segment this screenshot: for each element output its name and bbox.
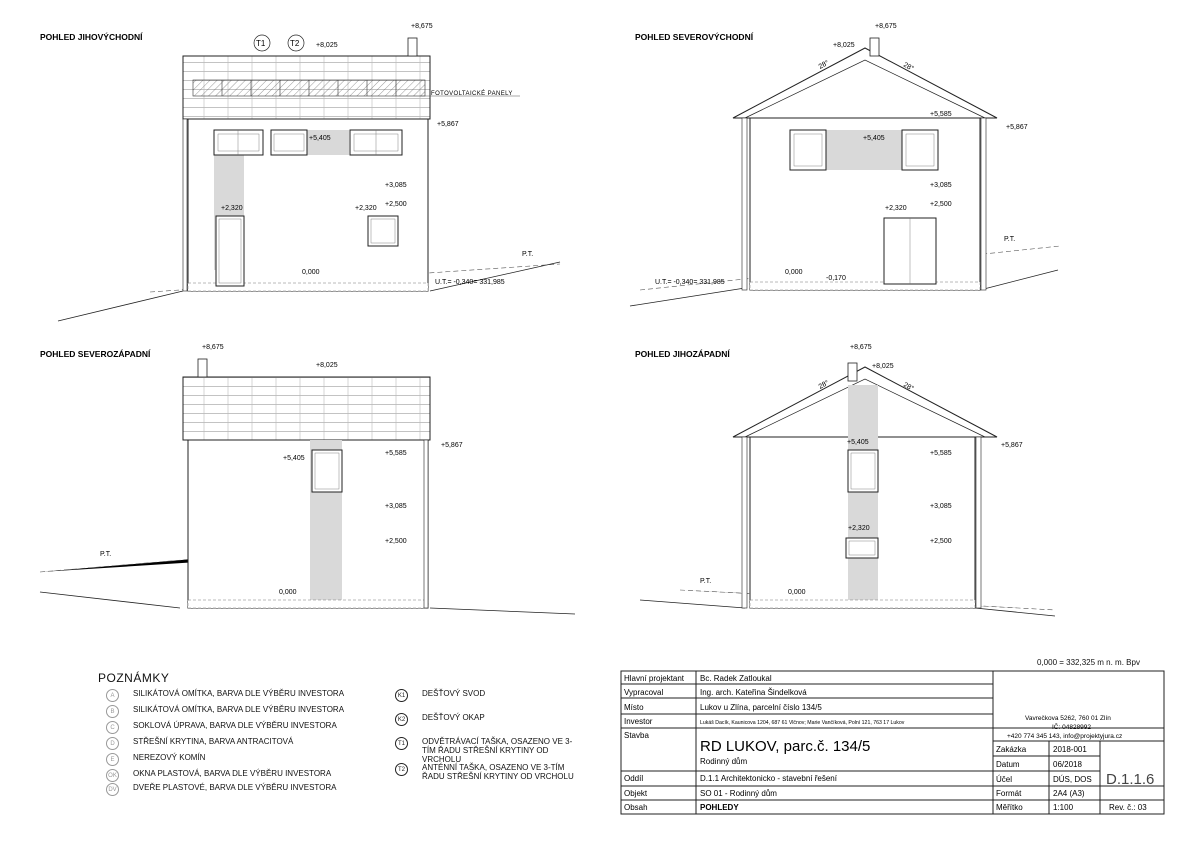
- note-e: [106, 753, 205, 766]
- note-text: ODVĚTRÁVACÍ TAŠKA, OSAZENO VE 3-TÍM ŘADU STŘEŠNÍ KRYTINY OD VRCHOLU: [422, 737, 573, 764]
- tb-rev: Rev. č.: 03: [1109, 803, 1147, 812]
- level-ridge-se: +8,675: [411, 23, 433, 30]
- chimney: [408, 38, 417, 56]
- level-eave-sw: +5,867: [1001, 442, 1023, 449]
- tb-ucel: DÚS, DOS: [1053, 775, 1092, 784]
- level-lintel-sw: +2,500: [930, 538, 952, 545]
- notes-heading: POZNÁMKY: [98, 671, 170, 685]
- note-symbol: DV: [106, 783, 119, 796]
- view-title-northwest: POHLED SEVEROZÁPADNÍ: [40, 349, 151, 359]
- note-text: SOKLOVÁ ÚPRAVA, BARVA DLE VÝBĚRU INVESTORA: [133, 721, 337, 730]
- level-roof-sw: +8,025: [872, 363, 894, 370]
- note-c: [106, 721, 337, 734]
- level-window-sill-se: +2,320: [355, 205, 377, 212]
- tb-stavba: RD LUKOV, parc.č. 134/5: [700, 738, 871, 755]
- level-zero-sw: 0,000: [788, 589, 806, 596]
- roof-angle-sw-left: 28°: [817, 379, 831, 391]
- level-lintel-nw: +2,500: [385, 538, 407, 545]
- note-ok: [106, 769, 331, 782]
- tb-label-stavba: Stavba: [624, 731, 649, 740]
- level-window-top-nw: +5,585: [385, 450, 407, 457]
- callout-t2: T2: [290, 39, 300, 48]
- note-symbol: B: [106, 705, 119, 718]
- note-text: DEŠŤOVÝ SVOD: [422, 689, 486, 698]
- note-symbol: K2: [395, 713, 408, 726]
- gable-roof: [733, 48, 997, 118]
- note-symbol: T2: [395, 763, 408, 776]
- tb-vypracoval: Ing. arch. Kateřina Šindelková: [700, 688, 807, 697]
- level-eave-se: +5,867: [437, 121, 459, 128]
- level-floor-nw: +3,085: [385, 503, 407, 510]
- tb-meritko: 1:100: [1053, 803, 1074, 812]
- note-symbol: K1: [395, 689, 408, 702]
- note-b: [106, 705, 344, 718]
- view-title-northeast: POHLED SEVEROVÝCHODNÍ: [635, 32, 754, 42]
- tb-oddil: D.1.1 Architektonicko - stavební řešení: [700, 774, 837, 783]
- level-ridge-ne: +8,675: [875, 23, 897, 30]
- level-window-top-ne: +5,585: [930, 111, 952, 118]
- tb-investor: Lukáš Dacík, Kaunicova 1204, 687 61 Vlčnov; Marie Vančíková, Polní 121, 763 17 Lukov: [700, 720, 905, 726]
- view-title-southwest: POHLED JIHOZÁPADNÍ: [635, 349, 730, 359]
- note-k2: [395, 713, 485, 726]
- level-lintel-se: +2,500: [385, 201, 407, 208]
- level-terrain-se: U.T.= -0,340= 331,985: [435, 279, 505, 286]
- level-eave-nw: +5,867: [441, 442, 463, 449]
- level-window-se: +5,405: [309, 135, 331, 142]
- level-floor-ne: +3,085: [930, 182, 952, 189]
- notes-legend: [98, 671, 598, 801]
- note-t1: [395, 737, 585, 764]
- tb-label-datum: Datum: [996, 760, 1020, 769]
- level-roof-se: +8,025: [316, 42, 338, 49]
- tb-label-oddil: Oddíl: [624, 774, 644, 783]
- roof-angle-ne-right: 28°: [902, 61, 915, 73]
- tb-label-investor: Investor: [624, 717, 653, 726]
- level-pt-ne: P.T.: [1004, 236, 1016, 243]
- level-window-top-sw: +5,585: [930, 450, 952, 457]
- view-title-southeast: POHLED JIHOVÝCHODNÍ: [40, 32, 143, 42]
- tb-label-format: Formát: [996, 789, 1022, 798]
- level-floor-se: +3,085: [385, 182, 407, 189]
- level-zero-nw: 0,000: [279, 589, 297, 596]
- level-pt-se: P.T.: [522, 251, 534, 258]
- note-text: NEREZOVÝ KOMÍN: [133, 753, 206, 762]
- level-zero-se: 0,000: [302, 269, 320, 276]
- tb-label-objekt: Objekt: [624, 789, 648, 798]
- datum-note: 0,000 = 332,325 m n. m. Bpv: [1037, 658, 1140, 667]
- tb-label-vypracoval: Vypracoval: [624, 688, 664, 697]
- note-text: DVEŘE PLASTOVÉ, BARVA DLE VÝBĚRU INVESTORA: [133, 783, 337, 792]
- level-pt-nw: P.T.: [100, 551, 112, 558]
- level-zero-ne: 0,000: [785, 269, 803, 276]
- tb-label-zakazka: Zakázka: [996, 745, 1027, 754]
- callout-t1: T1: [256, 39, 266, 48]
- tb-label-misto: Místo: [624, 703, 644, 712]
- note-symbol: OK: [106, 769, 119, 782]
- roof-angle-sw-right: 28°: [902, 381, 915, 393]
- level-lintel-ne: +2,500: [930, 201, 952, 208]
- level-pt-sw: P.T.: [700, 578, 712, 585]
- level-threshold-ne: -0,170: [826, 275, 846, 282]
- note-text: STŘEŠNÍ KRYTINA, BARVA ANTRACITOVÁ: [133, 737, 294, 746]
- level-door-se: +2,320: [221, 205, 243, 212]
- level-door-ne: +2,320: [885, 205, 907, 212]
- tb-format: 2A4 (A3): [1053, 789, 1085, 798]
- tb-zakazka: 2018-001: [1053, 745, 1087, 754]
- tb-projektant: Bc. Radek Zatloukal: [700, 674, 772, 683]
- tb-obsah: POHLEDY: [700, 803, 739, 812]
- level-floor-sw: +3,085: [930, 503, 952, 510]
- note-symbol: C: [106, 721, 119, 734]
- note-text: SILIKÁTOVÁ OMÍTKA, BARVA DLE VÝBĚRU INVESTORA: [133, 705, 345, 714]
- level-upper-nw: +5,405: [283, 455, 305, 462]
- note-t2: [395, 763, 585, 781]
- view-southeast: [40, 23, 560, 324]
- pv-label: FOTOVOLTAICKÉ PANELY: [431, 91, 513, 97]
- level-eave-ne: +5,867: [1006, 124, 1028, 131]
- view-northwest: [40, 344, 575, 614]
- note-d: [106, 737, 293, 750]
- level-upper-ne: +5,405: [863, 135, 885, 142]
- level-ridge-sw: +8,675: [850, 344, 872, 351]
- note-symbol: E: [106, 753, 119, 766]
- note-k1: [395, 689, 485, 702]
- note-a: [106, 689, 344, 702]
- level-upper-sw: +5,405: [847, 439, 869, 446]
- tb-label-obsah: Obsah: [624, 803, 648, 812]
- tb-company-address: Vavrečkova 5262, 760 01 Zlín: [1025, 715, 1111, 722]
- level-ridge-nw: +8,675: [202, 344, 224, 351]
- title-block: [624, 674, 1154, 812]
- tb-label-meritko: Měřítko: [996, 803, 1023, 812]
- tb-misto: Lukov u Zlína, parcelní číslo 134/5: [700, 703, 822, 712]
- view-southwest: [635, 344, 1055, 616]
- note-symbol: T1: [395, 737, 408, 750]
- note-dv: [106, 783, 336, 796]
- tb-company-ic: IČ: 04828992: [1052, 724, 1092, 731]
- level-roof-nw: +8,025: [316, 362, 338, 369]
- tb-objekt: SO 01 - Rodinný dům: [700, 789, 777, 798]
- tb-datum: 06/2018: [1053, 760, 1082, 769]
- note-text: OKNA PLASTOVÁ, BARVA DLE VÝBĚRU INVESTORA: [133, 769, 332, 778]
- tb-drawing-no: D.1.1.6: [1106, 771, 1155, 788]
- note-text: ANTÉNNÍ TAŠKA, OSAZENO VE 3-TÍM ŘADU STŘEŠNÍ KRYTINY OD VRCHOLU: [422, 763, 574, 781]
- note-symbol: D: [106, 737, 119, 750]
- view-northeast: [630, 23, 1060, 306]
- tb-label-projektant: Hlavní projektant: [624, 674, 685, 683]
- roof-angle-ne-left: 28°: [817, 59, 831, 71]
- note-text: SILIKÁTOVÁ OMÍTKA, BARVA DLE VÝBĚRU INVESTORA: [133, 689, 345, 698]
- tb-label-ucel: Účel: [996, 775, 1013, 784]
- note-text: DEŠŤOVÝ OKAP: [422, 713, 485, 722]
- note-symbol: A: [106, 689, 119, 702]
- level-terrain-ne: U.T.= -0,340= 331,985: [655, 279, 725, 286]
- level-roof-ne: +8,025: [833, 42, 855, 49]
- tb-company-contact: +420 774 345 143, info@projektyjura.cz: [1007, 733, 1123, 740]
- level-door-sw: +2,320: [848, 525, 870, 532]
- tb-stavba-sub: Rodinný dům: [700, 757, 748, 766]
